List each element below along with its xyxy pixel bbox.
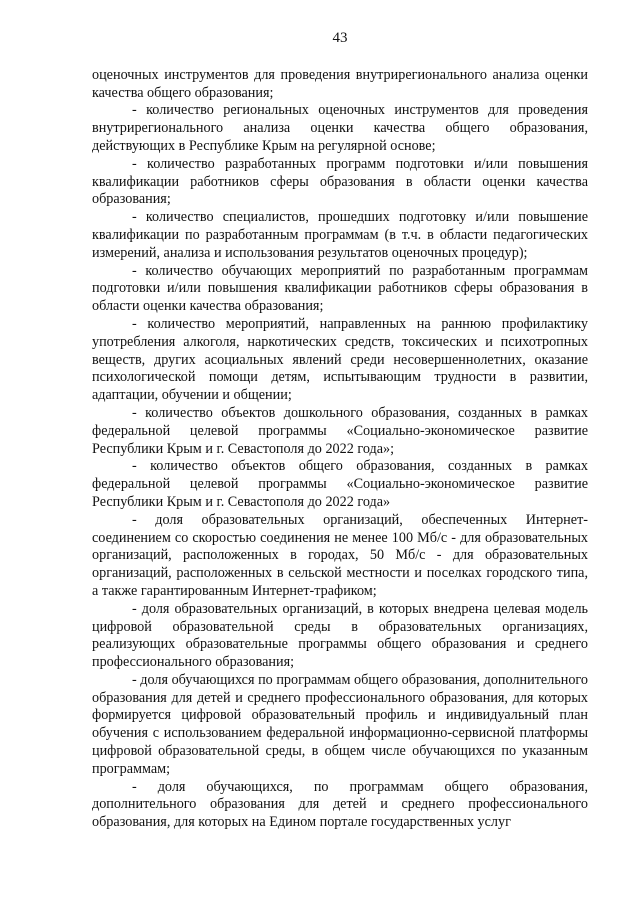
paragraph: - количество региональных оценочных инструментов для проведения внутрирегионального анализа оценки качества общего образования, действующих в Республике Крым на регулярной основе; <box>92 102 588 154</box>
body-text <box>92 67 588 832</box>
paragraph: - количество специалистов, прошедших подготовку и/или повышение квалификации по разработанным программам (в т.ч. в области педагогических измерений, анализа и использования результатов оценочных процедур); <box>92 209 588 261</box>
paragraph: оценочных инструментов для проведения внутрирегионального анализа оценки качества общего образования; <box>92 66 588 101</box>
paragraph: - количество обучающих мероприятий по разработанным программам подготовки и/или повышения квалификации работников сферы образования в области оценки качества образования; <box>92 262 588 315</box>
paragraph: - количество объектов общего образования, созданных в рамках федеральной целевой программы «Социально-экономическое развитие Республики Крым и г. Севастополя до 2022 года» <box>92 458 588 510</box>
paragraph: - доля образовательных организаций, в которых внедрена целевая модель цифровой образовательной среды в образовательных организациях, реализующих образовательные программы общего образования и среднего профессионального образования; <box>92 600 588 671</box>
document-page <box>92 30 588 832</box>
paragraph: - доля обучающихся, по программам общего образования, дополнительного образования для детей и среднего профессионального образования, для которых на Едином портале государственных услуг <box>92 778 588 831</box>
paragraph: - доля образовательных организаций, обеспеченных Интернет-соединением со скоростью соединения не менее 100 Мб/c - для образовательных организаций, расположенных в городах, 50 Мб/c - для образовательных организаций, расположенных в сельской местности и поселках городского типа, а также гарантированным Интернет-трафиком; <box>92 511 588 599</box>
page-number: 43 <box>332 30 348 46</box>
paragraph: - количество мероприятий, направленных на раннюю профилактику употребления алкоголя, наркотических средств, токсических и психотропных веществ, других асоциальных явлений среди несовершеннолетних, оказание психологической помощи детям, испытывающим трудности в развитии, адаптации, обучении и общении; <box>92 315 588 404</box>
paragraph: - доля обучающихся по программам общего образования, дополнительного образования для детей и среднего профессионального образования, для которых формируется цифровой образовательный профиль и индивидуальный план обучения с использованием федеральной информационно-сервисной платформы цифровой образовательной среды, в общем числе обучающихся по указанным программам; <box>92 671 588 777</box>
paragraph: - количество разработанных программ подготовки и/или повышения квалификации работников сферы образования в области оценки качества образования; <box>92 155 588 208</box>
paragraph: - количество объектов дошкольного образования, созданных в рамках федеральной целевой программы «Социально-экономическое развитие Республики Крым и г. Севастополя до 2022 года»; <box>92 404 588 457</box>
